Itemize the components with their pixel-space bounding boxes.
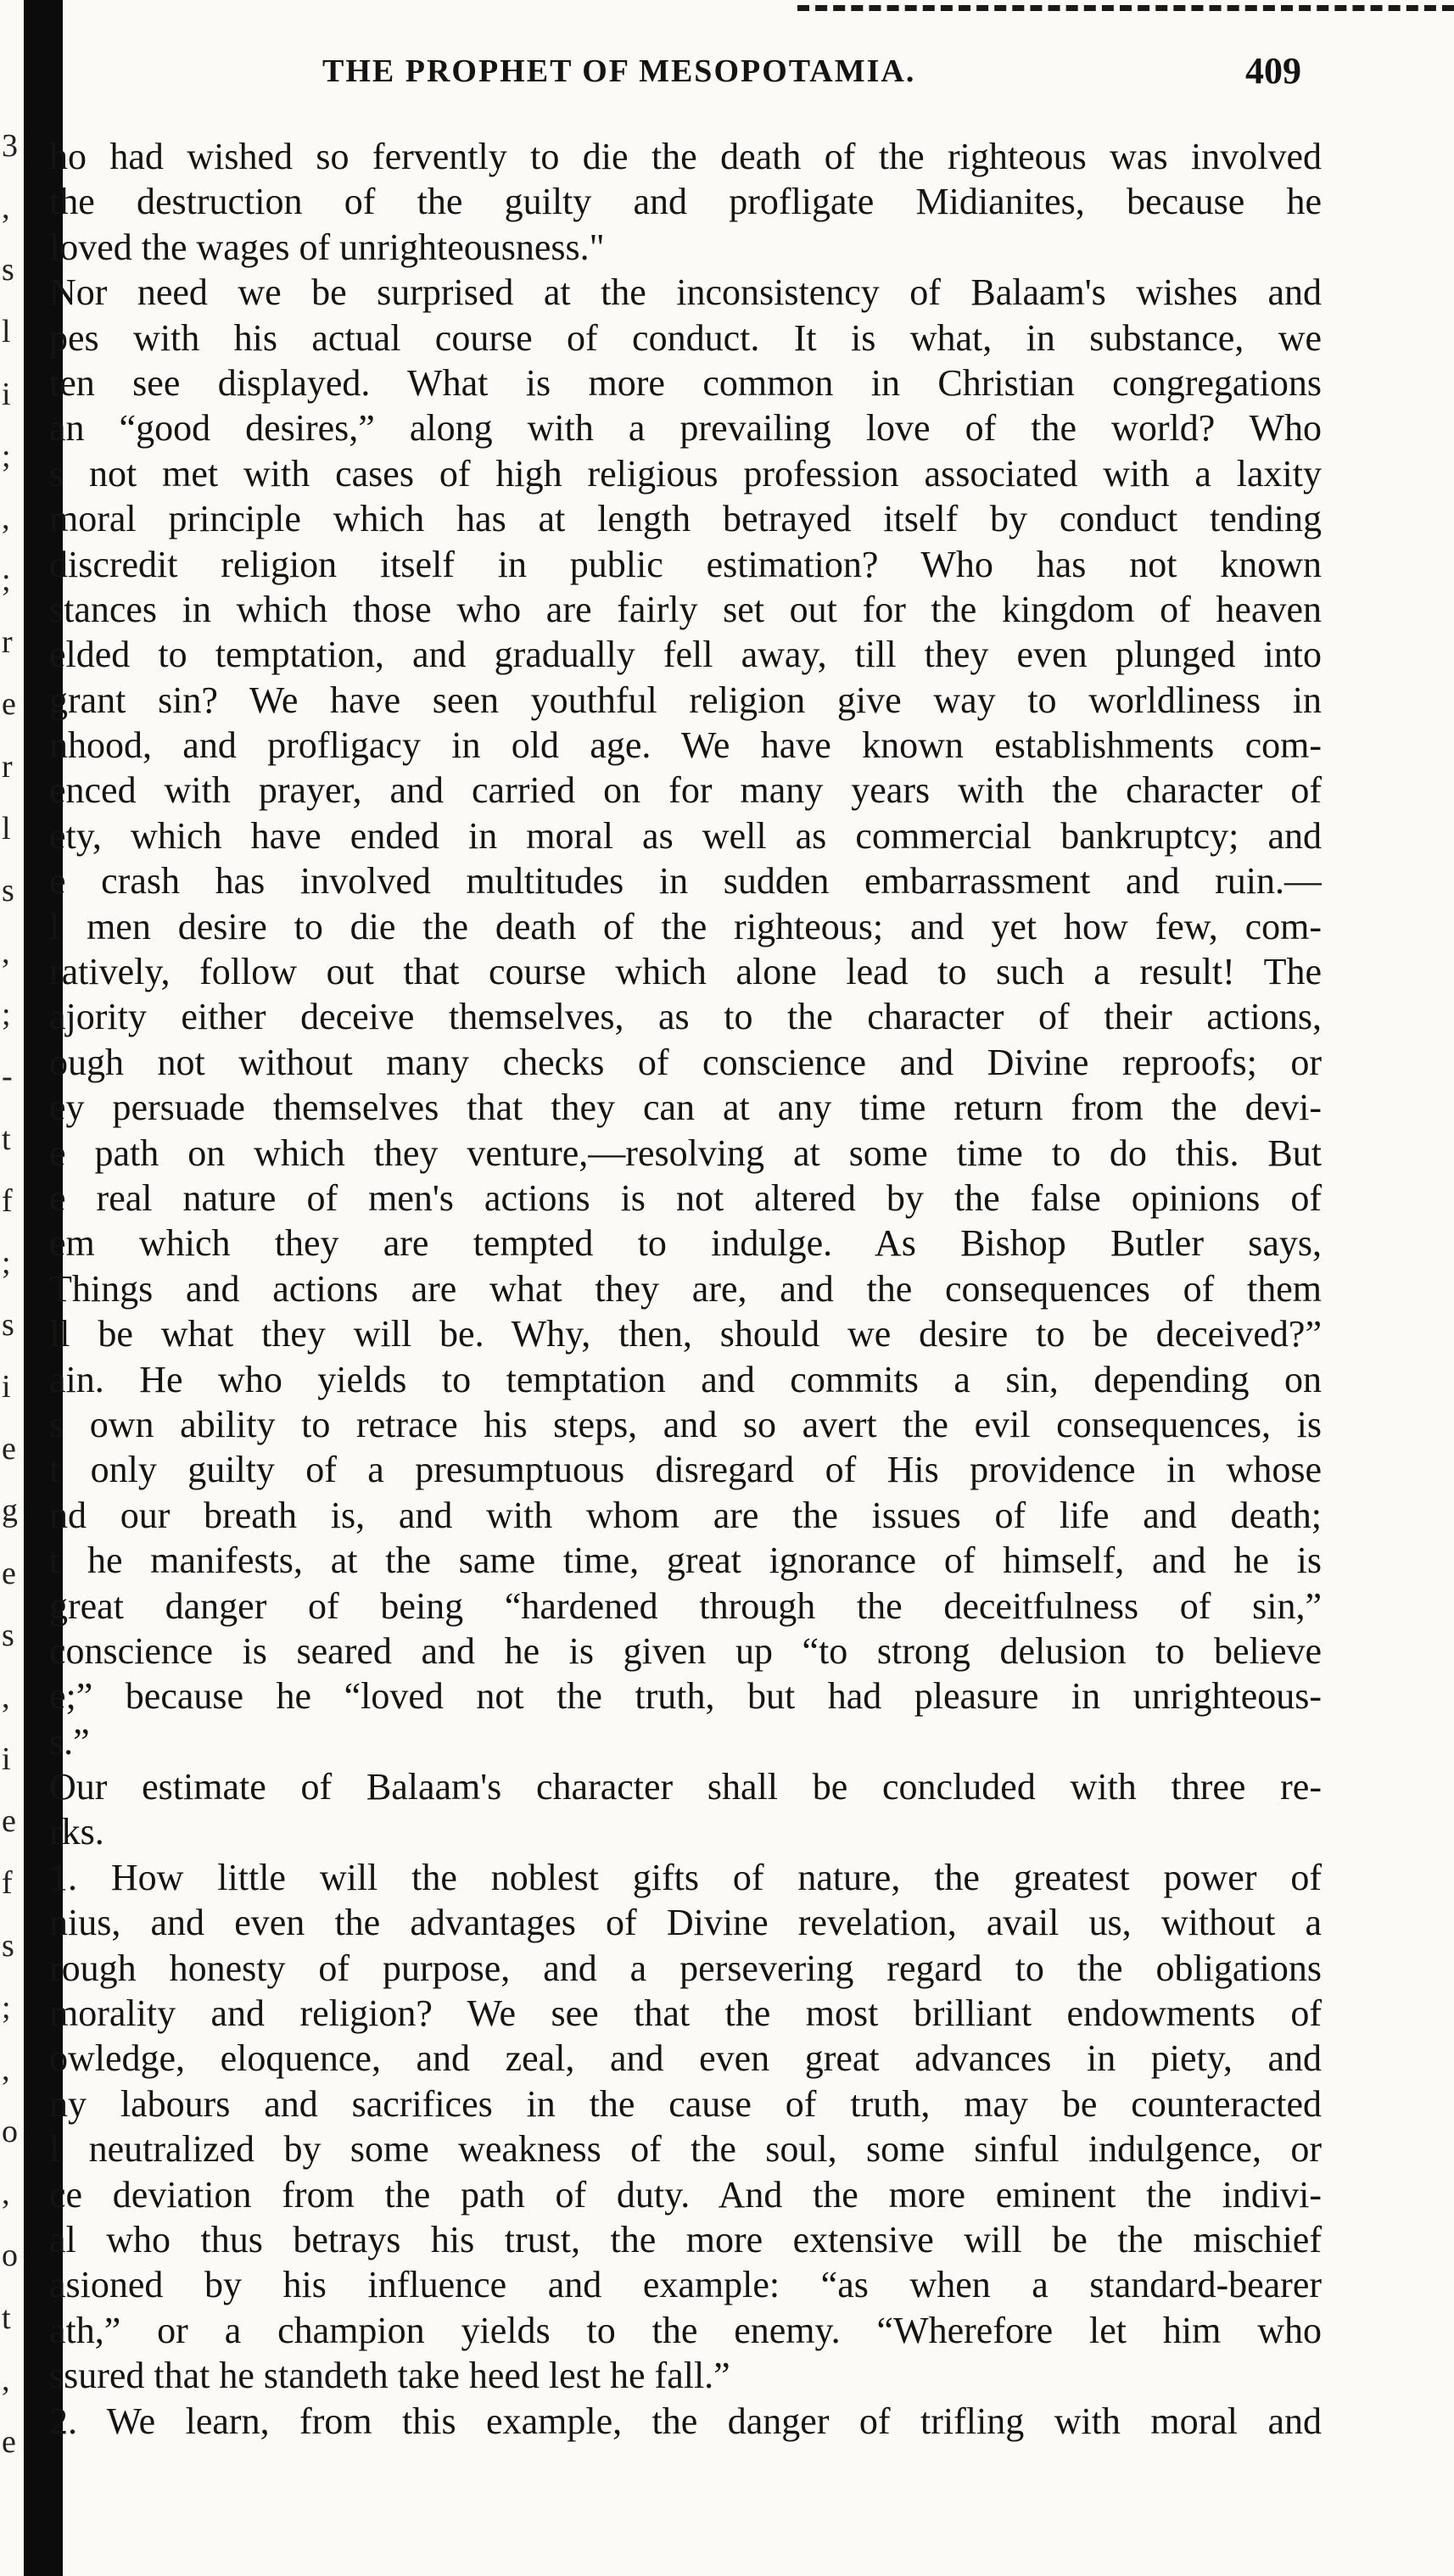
- margin-fragment: l: [2, 314, 11, 349]
- margin-fragment: ,: [2, 500, 10, 536]
- text-line: s not met with cases of high religious profession associated with a laxity: [49, 452, 1322, 495]
- margin-fragment: ,: [2, 935, 10, 970]
- margin-fragment: ;: [2, 562, 11, 598]
- text-line: pes with his actual course of conduct. It is what, in substance, we: [49, 316, 1322, 359]
- text-line: discredit religion itself in public estimation? Who has not known: [49, 543, 1322, 585]
- margin-fragment: ,: [2, 1679, 10, 1715]
- text-line: em which they are tempted to indulge. As Bishop Butler says,: [49, 1222, 1322, 1265]
- text-line: s own ability to retrace his steps, and so avert the evil consequences, is: [49, 1403, 1322, 1445]
- text-line: rough honesty of purpose, and a persevering regard to the obligations: [49, 1947, 1322, 1989]
- margin-fragment: i: [2, 1369, 11, 1405]
- margin-fragment: e: [2, 2424, 16, 2460]
- text-line: e real nature of men's actions is not altered by the false opinions of: [49, 1176, 1322, 1219]
- margin-fragment: e: [2, 1431, 16, 1467]
- margin-fragment: i: [2, 377, 11, 412]
- text-line: ety, which have ended in moral as well as commercial bankruptcy; and: [49, 814, 1322, 857]
- text-line: the destruction of the guilty and profligate Midianites, because he: [49, 181, 1322, 223]
- body-text: [49, 134, 1322, 2444]
- text-line: e path on which they venture,—resolving at some time to do this. But: [49, 1132, 1322, 1174]
- margin-fragment: ,: [2, 2176, 10, 2211]
- text-line: enced with prayer, and carried on for many years with the character of: [49, 769, 1322, 812]
- text-line: 2. We learn, from this example, the danger of trifling with moral and: [49, 2400, 1322, 2442]
- margin-fragment: f: [2, 1865, 13, 1901]
- text-line: ll be what they will be. Why, then, should we desire to be deceived?”: [49, 1313, 1322, 1355]
- text-line: al who thus betrays his trust, the more extensive will be the mischief: [49, 2218, 1322, 2260]
- margin-fragment: e: [2, 1803, 16, 1839]
- margin-fragment: s: [2, 252, 14, 288]
- text-line: grant sin? We have seen youthful religion give way to worldliness in: [49, 679, 1322, 721]
- text-line: ey persuade themselves that they can at any time return from the devi-: [49, 1087, 1322, 1129]
- text-line: ough not without many checks of conscience and Divine reproofs; or: [49, 1041, 1322, 1083]
- text-line: Our estimate of Balaam's character shall be concluded with three re-: [49, 1766, 1322, 1808]
- text-line: great danger of being “hardened through the deceitfulness of sin,”: [49, 1584, 1322, 1627]
- text-line: nius, and even the advantages of Divine revelation, avail us, without a: [49, 1902, 1322, 1944]
- margin-fragment: ;: [2, 997, 11, 1032]
- margin-fragment: o: [2, 2114, 18, 2149]
- text-line: Things and actions are what they are, and the consequences of them: [49, 1267, 1322, 1310]
- text-line: ath,” or a champion yields to the enemy. “Wherefore let him who: [49, 2309, 1322, 2351]
- margin-fragment: r: [2, 749, 13, 785]
- margin-fragment: s: [2, 873, 14, 908]
- text-line: e;” because he “loved not the truth, but had pleasure in unrighteous-: [49, 1675, 1322, 1718]
- margin-fragment: ;: [2, 1245, 11, 1281]
- text-line: e crash has involved multitudes in sudden embarrassment and ruin.—: [49, 860, 1322, 902]
- text-line: asioned by his influence and example: “as when a standard-bearer: [49, 2264, 1322, 2306]
- margin-fragment: g: [2, 1493, 18, 1528]
- text-line: moral principle which has at length betrayed itself by conduct tending: [49, 498, 1322, 540]
- text-line: ho had wished so fervently to die the death of the righteous was involved: [49, 136, 1322, 177]
- running-head: THE PROPHET OF MESOPOTAMIA.: [322, 53, 916, 89]
- text-line: stances in which those who are fairly set out for the kingdom of heaven: [49, 588, 1322, 630]
- text-line: ten see displayed. What is more common in Christian congregations: [49, 361, 1322, 404]
- page-number: 409: [1245, 50, 1301, 92]
- text-line: ain. He who yields to temptation and commits a sin, depending on: [49, 1358, 1322, 1400]
- margin-fragment: s: [2, 1928, 14, 1964]
- text-line: rks.: [49, 1811, 104, 1853]
- text-line: Nor need we be surprised at the inconsistency of Balaam's wishes and: [49, 271, 1322, 314]
- text-line: ratively, follow out that course which alone lead to such a result! The: [49, 951, 1322, 993]
- text-line: loved the wages of unrighteousness.": [49, 226, 605, 268]
- margin-fragment: i: [2, 1741, 11, 1777]
- page-top-edge: [797, 5, 1454, 11]
- facing-page-margin: [2, 127, 20, 2502]
- margin-fragment: o: [2, 2238, 18, 2273]
- text-line: ajority either deceive themselves, as to the character of their actions,: [49, 996, 1322, 1038]
- margin-fragment: e: [2, 1556, 16, 1591]
- margin-fragment: l: [2, 811, 11, 847]
- margin-fragment: ,: [2, 190, 10, 226]
- margin-fragment: e: [2, 686, 16, 722]
- margin-fragment: f: [2, 1183, 13, 1219]
- text-line: nhood, and profligacy in old age. We have known establishments com-: [49, 724, 1322, 767]
- text-line: an “good desires,” along with a prevailing love of the world? Who: [49, 407, 1322, 450]
- margin-fragment: 3: [2, 128, 18, 164]
- margin-fragment: r: [2, 624, 13, 660]
- text-line: 1. How little will the noblest gifts of nature, the greatest power of: [49, 1856, 1322, 1898]
- text-line: t he manifests, at the same time, great ignorance of himself, and he is: [49, 1539, 1322, 1582]
- text-line: nd our breath is, and with whom are the issues of life and death;: [49, 1494, 1322, 1536]
- text-line: l men desire to die the death of the righteous; and yet how few, com-: [49, 905, 1322, 947]
- text-line: elded to temptation, and gradually fell away, till they even plunged into: [49, 634, 1322, 676]
- text-line: ssured that he standeth take heed lest he fall.”: [49, 2355, 730, 2397]
- margin-fragment: ,: [2, 2362, 10, 2398]
- margin-fragment: t: [2, 2300, 11, 2336]
- margin-fragment: -: [2, 1059, 13, 1094]
- text-line: l neutralized by some weakness of the soul, some sinful indulgence, or: [49, 2128, 1322, 2171]
- text-line: ny labours and sacrifices in the cause of truth, may be counteracted: [49, 2082, 1322, 2125]
- text-line: morality and religion? We see that the most brilliant endowments of: [49, 1992, 1322, 2035]
- margin-fragment: ;: [2, 1990, 11, 2026]
- margin-fragment: ;: [2, 439, 11, 474]
- text-line: s.”: [49, 1720, 90, 1763]
- margin-fragment: s: [2, 1618, 14, 1653]
- text-line: t only guilty of a presumptuous disregard of His providence in whose: [49, 1449, 1322, 1491]
- text-line: owledge, eloquence, and zeal, and even great advances in piety, and: [49, 2037, 1322, 2080]
- margin-fragment: ,: [2, 2052, 10, 2087]
- text-line: conscience is seared and he is given up “to strong delusion to believe: [49, 1629, 1322, 1672]
- text-line: ce deviation from the path of duty. And the more eminent the indivi-: [49, 2173, 1322, 2216]
- margin-fragment: s: [2, 1307, 14, 1343]
- margin-fragment: t: [2, 1121, 11, 1157]
